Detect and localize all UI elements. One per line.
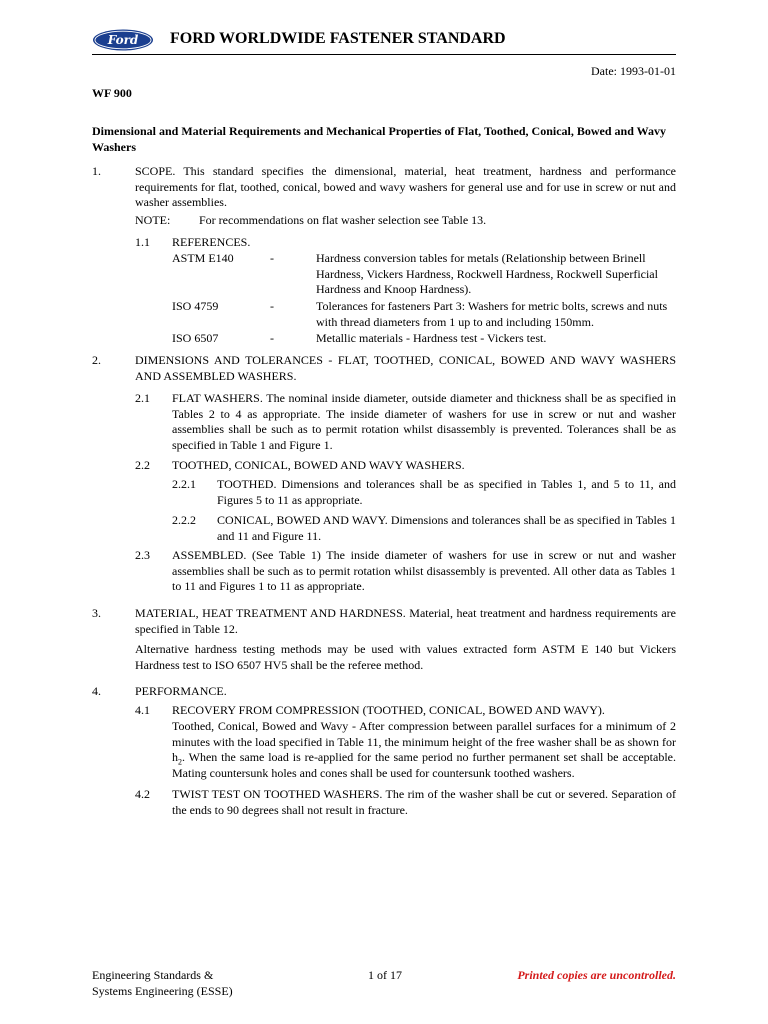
reference-dash: - (270, 331, 274, 345)
footer-department (92, 968, 233, 999)
section-2-2-title: TOOTHED, CONICAL, BOWED AND WAVY WASHERS. (172, 458, 465, 472)
document-title: FORD WORLDWIDE FASTENER STANDARD (170, 30, 506, 47)
section-2-2-2-number: 2.2.2 (172, 513, 196, 527)
document-number: WF 900 (92, 86, 132, 100)
section-2-title: DIMENSIONS AND TOLERANCES - FLAT, TOOTHED, CONICAL, BOWED AND WAVY WASHERS AND ASSEMBLED WASHERS. (135, 353, 676, 383)
document-date: Date: 1993-01-01 (591, 64, 676, 78)
reference-code: ISO 4759 (172, 299, 219, 313)
subscript-2: 2 (178, 757, 182, 767)
page-header (92, 28, 676, 54)
reference-description: Tolerances for fasteners Part 3: Washers for metric bolts, screws and nuts with thread diameters from 1 up to and including 150mm. (316, 299, 668, 329)
reference-code: ASTM E140 (172, 251, 234, 265)
section-4-1-text-part-b: . When the same load is re-applied for the same period no further permanent set shall be acceptable. Mating countersunk holes and cones shall be used for countersunk toothed washers. (172, 750, 676, 780)
reference-code: ISO 6507 (172, 331, 219, 345)
section-4-1-number: 4.1 (135, 703, 150, 717)
section-4-1-text-part-a: Toothed, Conical, Bowed and Wavy - After compression between parallel surfaces for a minimum of 2 minutes with the load specified in Table 11, the minimum height of the free washer shall be as shown for h (172, 719, 676, 764)
section-4-number: 4. (92, 684, 101, 698)
section-2-2-2-text: CONICAL, BOWED AND WAVY. Dimensions and tolerances shall be as specified in Tables 1 and 11 and Figure 11. (217, 513, 676, 543)
reference-description: Hardness conversion tables for metals (Relationship between Brinell Hardness, Vickers Hardness, Rockwell Hardness, Rockwell Superficial Hardness and Knoop Hardness). (316, 251, 658, 296)
section-4-2-number: 4.2 (135, 787, 150, 801)
reference-dash: - (270, 251, 274, 265)
section-4-title: PERFORMANCE. (135, 684, 227, 698)
section-3-alternative-text: Alternative hardness testing methods may be used with values extracted form ASTM E 140 but Vickers Hardness test to ISO 6507 HV5 shall be the referee method. (135, 642, 676, 672)
footer-department-line-2: Systems Engineering (ESSE) (92, 983, 233, 998)
section-1-scope: SCOPE. This standard specifies the dimensional, material, heat treatment, hardness and performance requirements for flat, toothed, conical, bowed and wavy washers for general use and for use in screw or nut and washer assemblies. (135, 164, 676, 209)
reference-description: Metallic materials - Hardness test - Vickers test. (316, 331, 547, 345)
header-rule (92, 54, 676, 55)
section-1-1-title: REFERENCES. (172, 235, 251, 249)
ford-logo (92, 29, 154, 51)
section-4-1-text (172, 719, 676, 781)
section-2-2-1-number: 2.2.1 (172, 477, 196, 491)
logo-text: Ford (107, 33, 139, 47)
section-1-1-number: 1.1 (135, 235, 150, 249)
section-3-number: 3. (92, 606, 101, 620)
note-label: NOTE: (135, 213, 171, 227)
section-2-1-text: FLAT WASHERS. The nominal inside diameter, outside diameter and thickness shall be as specified in Tables 2 to 4 as appropriate. The inside diameter of washers for use in screw or nut and washer assemblies shall be such as to permit rotation whilst disassembly is prevented. Tolerances shall be as specified in Table 1 and Figure 1. (172, 391, 676, 452)
section-1-number: 1. (92, 164, 101, 178)
uncontrolled-copy-notice: Printed copies are uncontrolled. (517, 968, 676, 982)
section-3-text: MATERIAL, HEAT TREATMENT AND HARDNESS. Material, heat treatment and hardness requirements are specified in Table 12. (135, 606, 676, 636)
section-2-2-1-text: TOOTHED. Dimensions and tolerances shall be as specified in Tables 1, and 5 to 11, and Figures 5 to 11 as appropriate. (217, 477, 676, 507)
section-2-3-text: ASSEMBLED. (See Table 1) The inside diameter of washers for use in screw or nut and washer assemblies shall be such as to permit rotation whilst disassembly is prevented. All other data as Tables 1 to 11 and Figures 1 to 11 as appropriate. (172, 548, 676, 593)
reference-dash: - (270, 299, 274, 313)
section-4-2-text: TWIST TEST ON TOOTHED WASHERS. The rim of the washer shall be cut or severed. Separation of the ends to 90 degrees shall not result in fracture. (172, 787, 676, 817)
page-number: 1 of 17 (368, 968, 402, 982)
document-heading: Dimensional and Material Requirements and Mechanical Properties of Flat, Toothed, Conical, Bowed and Wavy Washers (92, 124, 667, 154)
section-4-1-title: RECOVERY FROM COMPRESSION (TOOTHED, CONICAL, BOWED AND WAVY). (172, 703, 605, 717)
note-text: For recommendations on flat washer selection see Table 13. (199, 213, 487, 227)
section-2-number: 2. (92, 353, 101, 367)
footer-department-line-1: Engineering Standards & (92, 968, 214, 982)
section-2-2-number: 2.2 (135, 458, 150, 472)
section-2-3-number: 2.3 (135, 548, 150, 562)
section-2-1-number: 2.1 (135, 391, 150, 405)
